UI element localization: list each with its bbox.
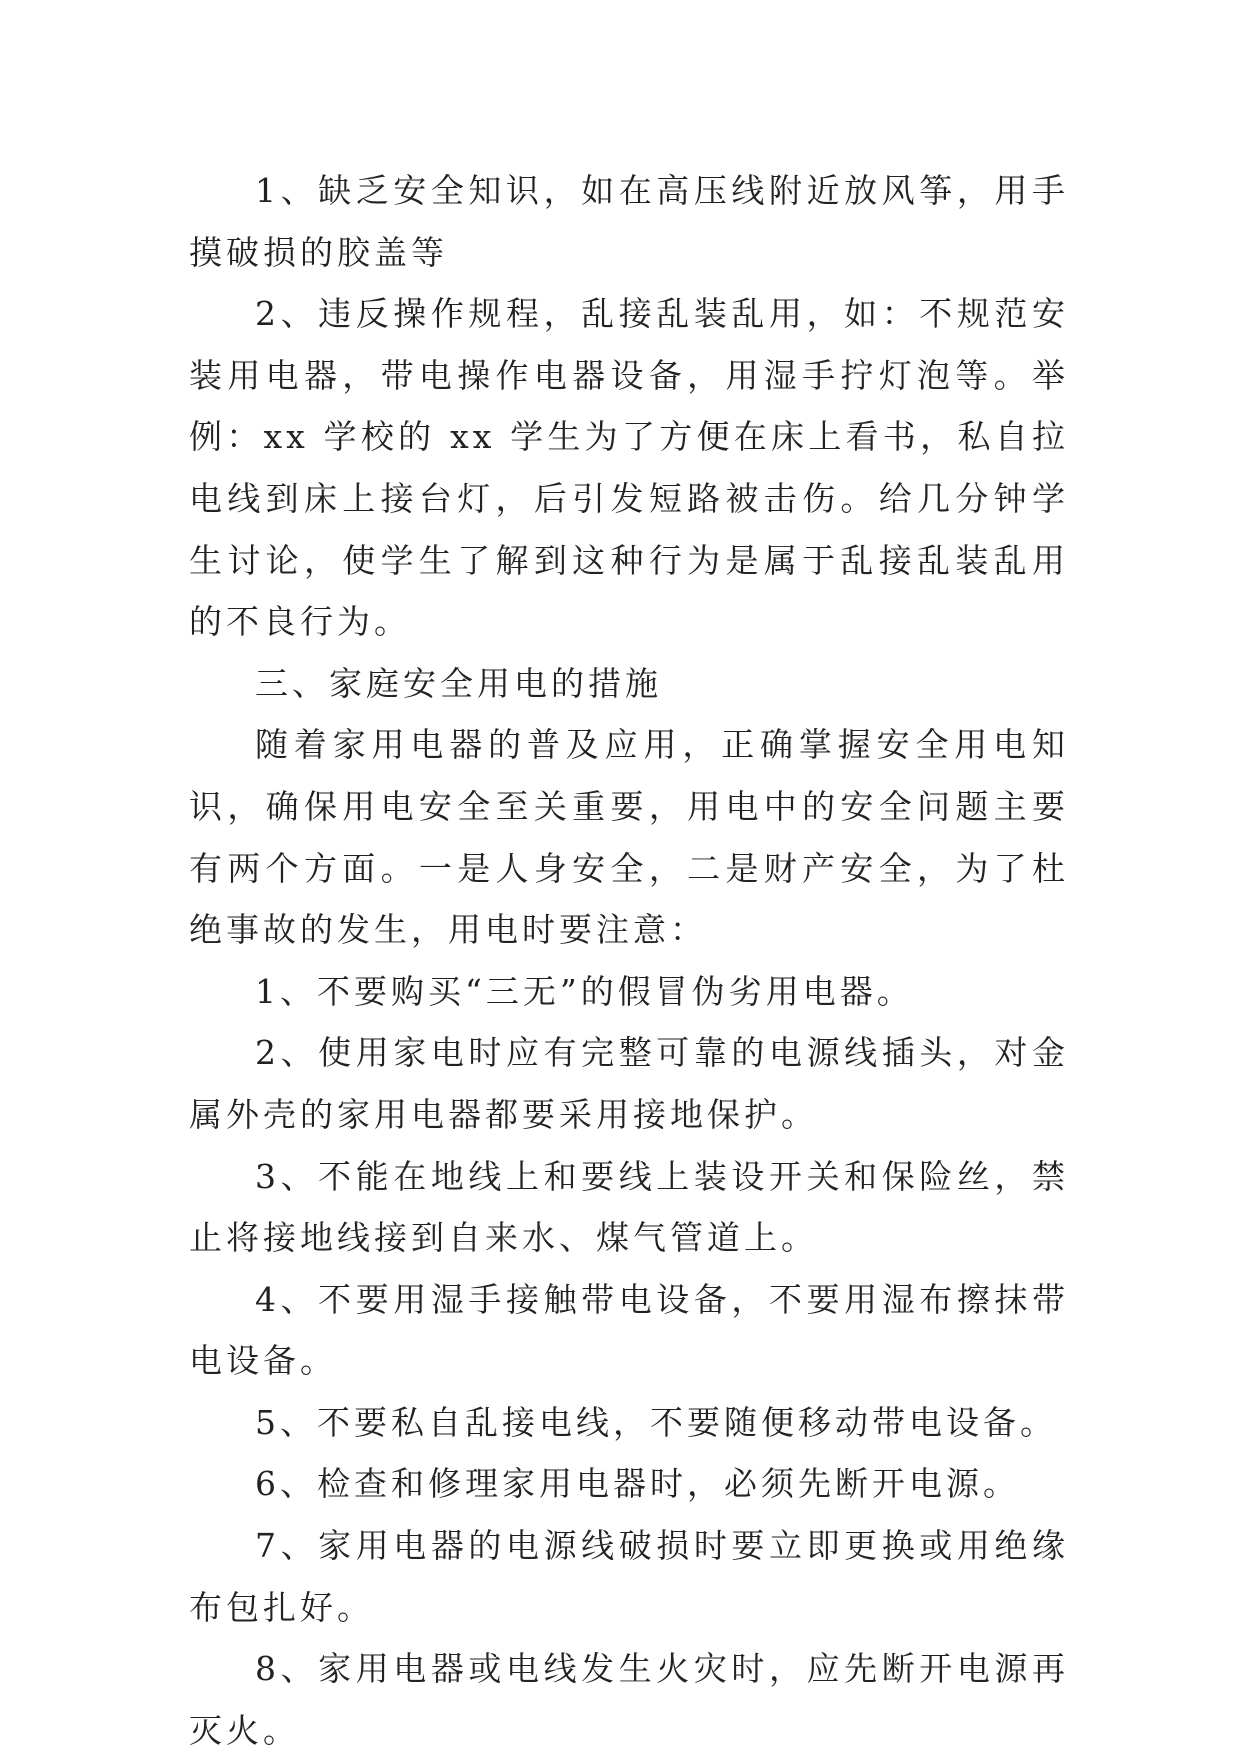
list-item-measure-7: 7、家用电器的电源线破损时要立即更换或用绝缘布包扎好。	[189, 1526, 1069, 1627]
paragraph-wrong-practice-1: 1、缺乏安全知识，如在高压线附近放风筝，用手摸破损的胶盖等	[189, 171, 1069, 272]
section-heading-safety-measures: 三、家庭安全用电的措施	[255, 663, 662, 703]
document-body	[189, 160, 1069, 1761]
list-item-measure-2: 2、使用家电时应有完整可靠的电源线插头，对金属外壳的家用电器都要采用接地保护。	[189, 1033, 1069, 1134]
list-item-measure-3: 3、不能在地线上和要线上装设开关和保险丝，禁止将接地线接到自来水、煤气管道上。	[189, 1156, 1069, 1258]
list-item-measure-5: 5、不要私自乱接电线，不要随便移动带电设备。	[255, 1402, 1057, 1442]
list-item-measure-1: 1、不要购买“三无”的假冒伪劣用电器。	[255, 971, 914, 1011]
paragraph-safety-intro: 随着家用电器的普及应用，正确掌握安全用电知识，确保用电安全至关重要，用电中的安全问题主要有两个方面。一是人身安全，二是财产安全，为了杜绝事故的发生，用电时要注意：	[189, 725, 1069, 950]
paragraph-wrong-practice-2: 2、违反操作规程，乱接乱装乱用，如：不规范安装用电器，带电操作电器设备，用湿手拧灯泡等。举例：xx 学校的 xx 学生为了方便在床上看书，私自拉电线到床上接台灯，后引发短路被击伤。给几分钟学生讨论，使学生了解到这种行为是属于乱接乱装乱用的不良行为。	[189, 294, 1069, 642]
list-item-measure-6: 6、检查和修理家用电器时，必须先断开电源。	[255, 1464, 1020, 1504]
list-item-measure-8: 8、家用电器或电线发生火灾时，应先断开电源再灭火。	[189, 1649, 1069, 1750]
list-item-measure-4: 4、不要用湿手接触带电设备，不要用湿布擦抹带电设备。	[189, 1279, 1069, 1381]
